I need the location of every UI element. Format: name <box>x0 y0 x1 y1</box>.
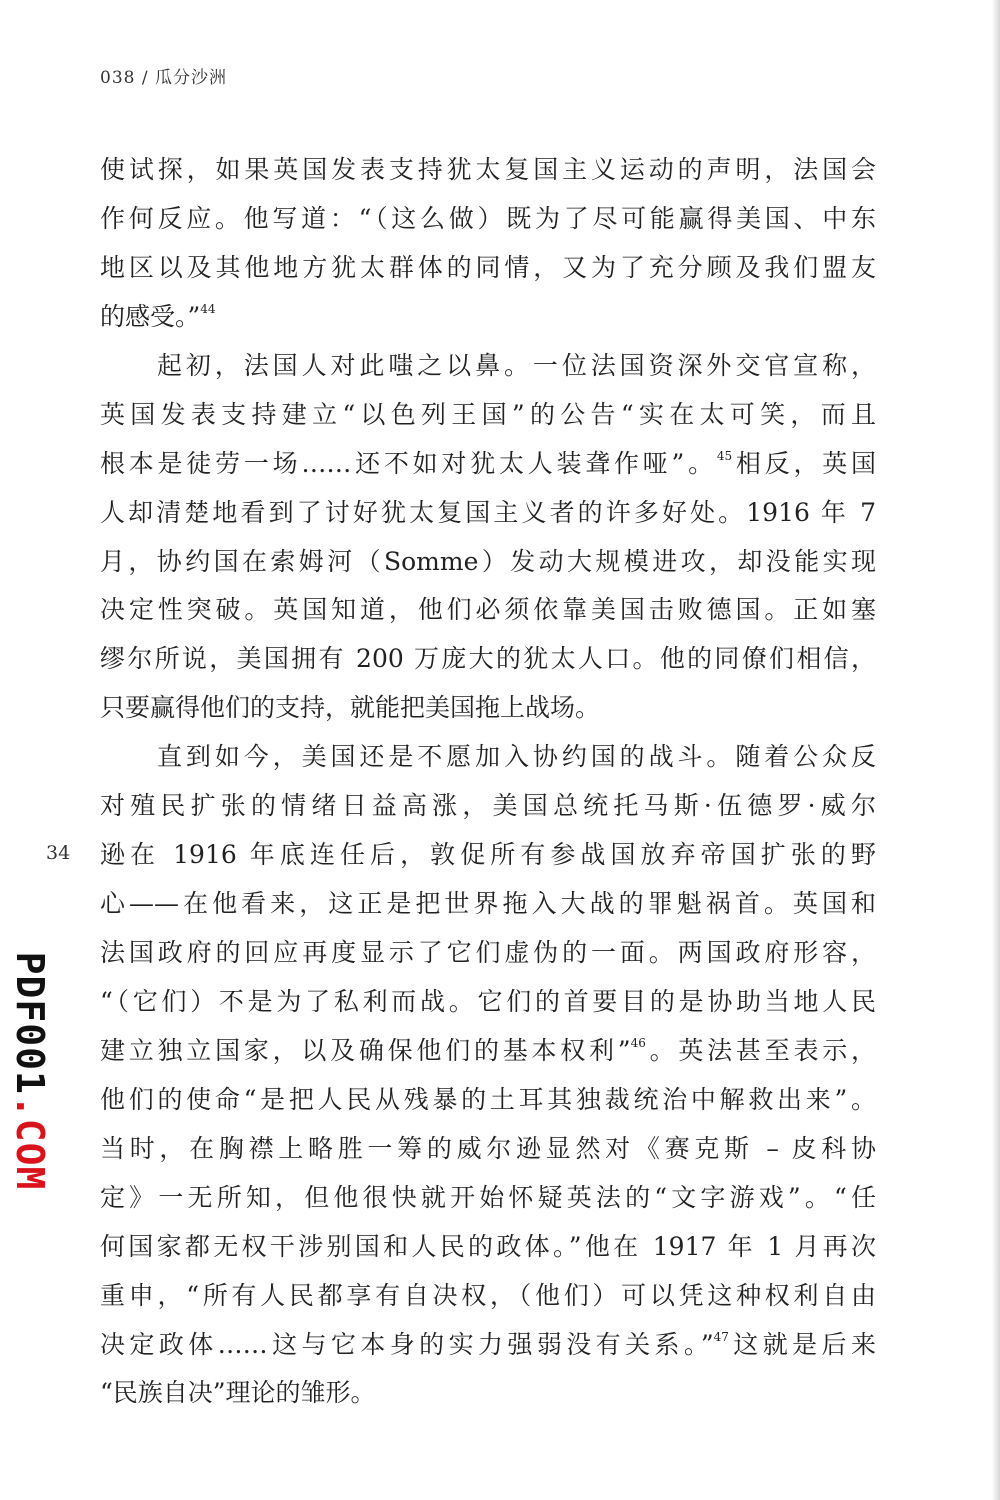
text-line: 何国家都无权干涉别国和人民的政体。”他在 1917 年 1 月再次 <box>100 1231 876 1261</box>
text-line: 他们的使命“是把人民从残暴的土耳其独裁统治中解救出来”。 <box>100 1084 876 1114</box>
text-line: 直到如今，美国还是不愿加入协约国的战斗。随着公众反 <box>157 742 876 772</box>
text-line: 根本是徒劳一场……还不如对犹太人装聋作哑”。$^{45}$相反，英国 <box>100 448 876 478</box>
watermark-part1: PDF001 <box>8 951 52 1095</box>
text-line: 只要赢得他们的支持，就能把美国拖上战场。 <box>100 693 601 723</box>
text-line: 起初，法国人对此嗤之以鼻。一位法国资深外交官宣称， <box>157 350 876 380</box>
watermark <box>2 948 58 1194</box>
text-line: “民族自决”理论的雏形。 <box>100 1378 376 1408</box>
watermark-part2: .COM <box>8 1094 52 1191</box>
text-line: 的感受。”$^{44}$ <box>100 301 216 331</box>
text-line: 决定性突破。英国知道，他们必须依靠美国击败德国。正如塞 <box>100 595 876 625</box>
text-line: 当时，在胸襟上略胜一筹的威尔逊显然对《赛克斯 – 皮科协 <box>100 1133 876 1163</box>
text-line: 地区以及其他地方犹太群体的同情，又为了充分顾及我们盟友 <box>100 252 876 282</box>
text-line: 月，协约国在索姆河（Somme）发动大规模进攻，却没能实现 <box>100 546 876 576</box>
text-line: 使试探，如果英国发表支持犹太复国主义运动的声明，法国会 <box>100 155 876 184</box>
footnote-ref: 45 <box>716 448 733 463</box>
footnote-ref: 47 <box>713 1329 729 1344</box>
text-line: 重申，“所有人民都享有自决权，（他们）可以凭这种权利自由 <box>100 1280 876 1310</box>
text-line: 缪尔所说，美国拥有 200 万庞大的犹太人口。他的同僚们相信， <box>100 644 876 674</box>
text-line: 作何反应。他写道：“（这么做）既为了尽可能赢得美国、中东 <box>100 203 876 233</box>
text-line: 法国政府的回应再度显示了它们虚伪的一面。两国政府形容， <box>100 938 876 967</box>
running-head: 038 ∕ 瓜分沙洲 <box>100 68 227 88</box>
text-line: 逊在 1916 年底连任后，敦促所有参战国放弃帝国扩张的野 <box>100 840 876 870</box>
text-line: “（它们）不是为了私利而战。它们的首要目的是协助当地人民 <box>100 986 876 1016</box>
margin-page-number: 34 <box>46 842 71 864</box>
text-line: 英国发表支持建立“以色列王国”的公告“实在太可笑，而且 <box>100 399 876 429</box>
text-line: 对殖民扩张的情绪日益高涨，美国总统托马斯·伍德罗·威尔 <box>100 791 876 821</box>
text-line: 人却清楚地看到了讨好犹太复国主义者的许多好处。1916 年 7 <box>100 497 876 527</box>
page-edge-shadow <box>992 0 1000 1500</box>
footnote-ref: 46 <box>630 1035 646 1050</box>
footnote-ref: 44 <box>200 301 216 316</box>
body-text <box>100 146 876 1418</box>
text-line: 定》一无所知，但他很快就开始怀疑英法的“文字游戏”。“任 <box>100 1182 876 1212</box>
text-line: 心——在他看来，这正是把世界拖入大战的罪魁祸首。英国和 <box>100 889 876 919</box>
watermark-text <box>8 952 52 1191</box>
text-line: 建立独立国家，以及确保他们的基本权利”$^{46}$。英法甚至表示， <box>100 1035 876 1065</box>
text-line: 决定政体……这与它本身的实力强弱没有关系。”$^{47}$这就是后来 <box>100 1329 876 1359</box>
